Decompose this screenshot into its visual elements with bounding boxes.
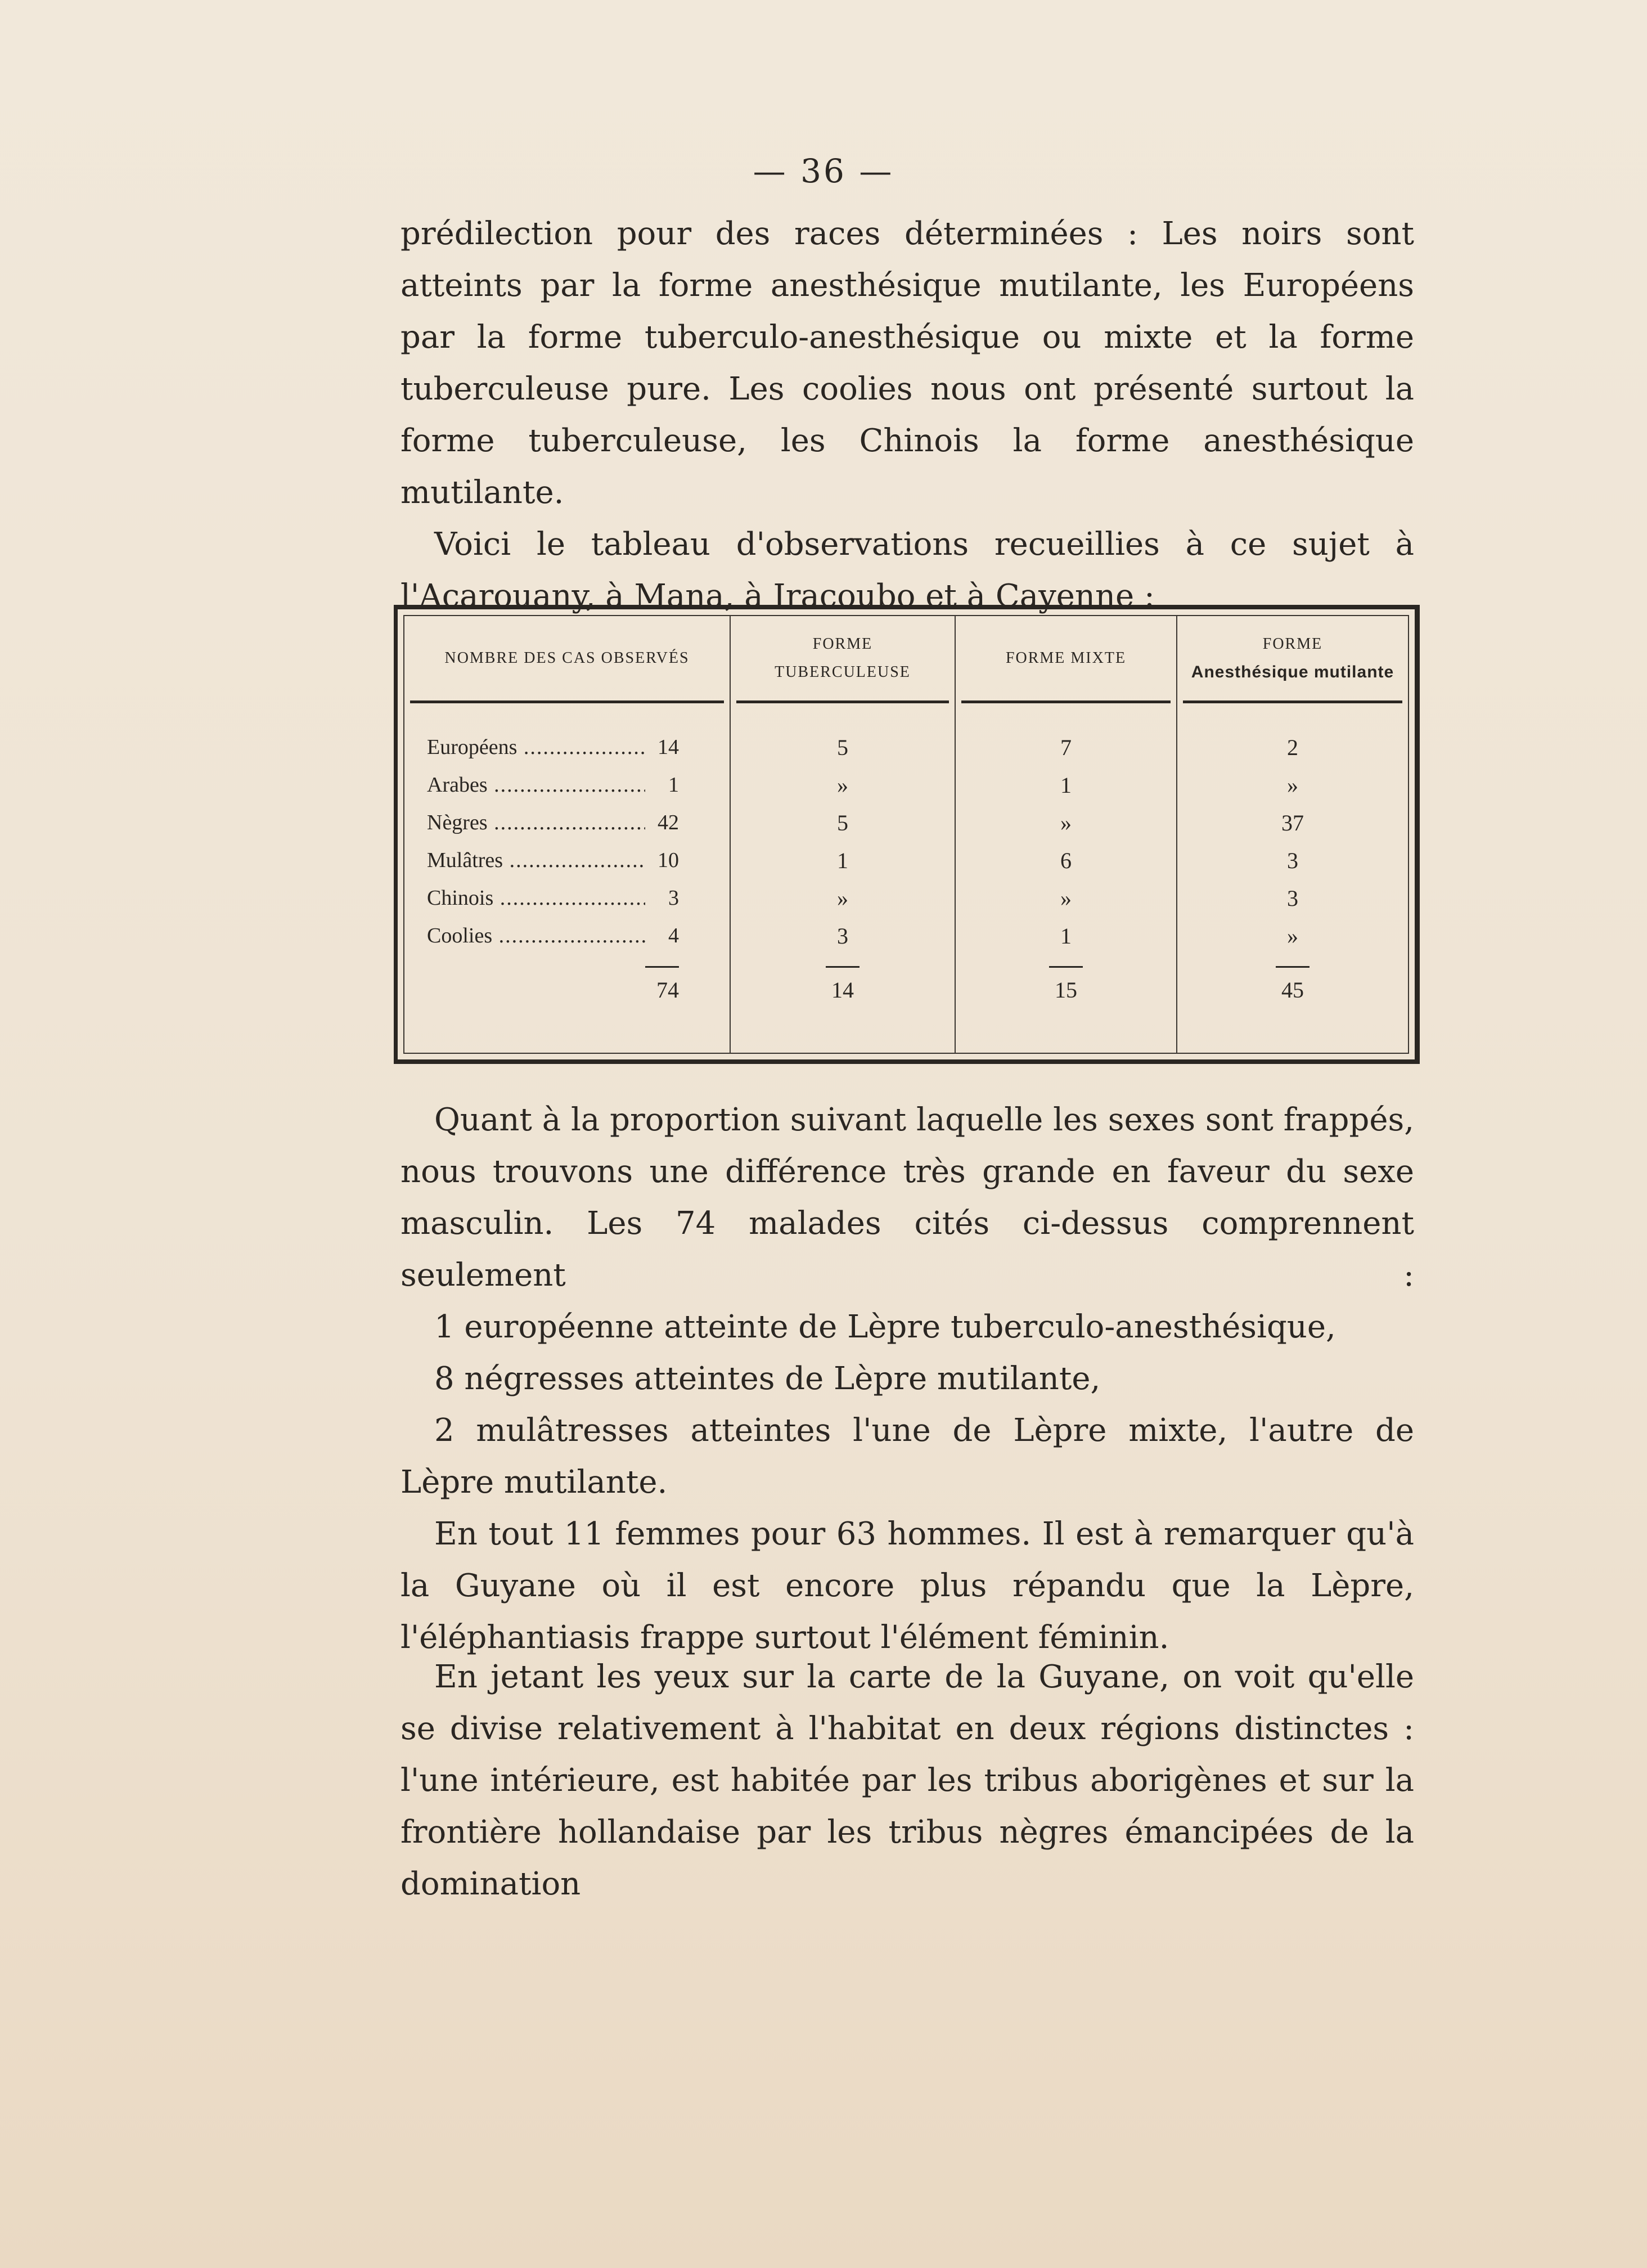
header-rule <box>1183 700 1402 703</box>
table-cell: » <box>1060 810 1072 836</box>
row-label: Coolies ..... <box>427 917 645 955</box>
column-mixte <box>956 616 1177 1053</box>
table-cell: 1 <box>1060 923 1072 949</box>
paragraph-table-intro: Voici le tableau d'observations recueillies à ce sujet à l'Acarouany, à Mana, à Iracoubo et à Cayenne : <box>400 526 1414 614</box>
table-cell: 3 <box>837 923 848 949</box>
row-total: 1 <box>668 773 679 797</box>
row-total: 10 <box>658 848 679 872</box>
table-cell: 1 <box>1060 773 1072 798</box>
table-row <box>404 917 730 955</box>
row-label: Arabes ..... <box>427 766 645 804</box>
header-mixte <box>956 627 1176 689</box>
row-total: 14 <box>658 735 679 759</box>
table-row <box>404 766 730 804</box>
row-total: 4 <box>668 924 679 947</box>
table-cell: » <box>1287 923 1298 949</box>
table-cell: » <box>837 773 848 798</box>
header-anesthesique <box>1177 627 1408 689</box>
text-block-guyane <box>400 1651 1414 1910</box>
table-row <box>404 804 730 842</box>
header-line1: FORME <box>812 635 873 653</box>
paragraph-sexes: Quant à la proportion suivant laquelle les sexes sont frappés, nous trouvons une différence très grande en faveur du sexe masculin. Les 74 malades cités ci-dessus comprennent seulement : <box>400 1102 1414 1294</box>
table-cell: 3 <box>1287 886 1298 911</box>
column-total: 15 <box>1055 977 1077 1003</box>
table-cell: 6 <box>1060 848 1072 873</box>
table-cell: » <box>1060 886 1072 911</box>
column-cases <box>404 616 731 1053</box>
row-label: Nègres ..... <box>427 804 645 842</box>
tuberculeuse-cells <box>731 729 955 1013</box>
table-cell: 1 <box>837 848 848 873</box>
header-line1: FORME MIXTE <box>1005 649 1127 667</box>
paragraph-total-femmes: En tout 11 femmes pour 63 hommes. Il est à remarquer qu'à la Guyane où il est encore plus répandu que la Lèpre, l'éléphantiasis frappe surtout l'élément féminin. <box>400 1516 1414 1656</box>
header-tuberculeuse <box>731 627 955 689</box>
paragraph-races: prédilection pour des races déterminées : Les noirs sont atteints par la forme anesthésique mutilante, les Européens par la forme tuberculo-anesthésique ou mixte et la forme tuberculeuse pure. Les coolies nous ont présenté surtout la forme tuberculeuse, les Chinois la forme anesthésique mutilante. <box>400 215 1414 511</box>
row-total: 42 <box>658 811 679 834</box>
list-item-mulatresses: 2 mulâtresses atteintes l'une de Lèpre mixte, l'autre de Lèpre mutilante. <box>400 1412 1414 1501</box>
table-cell: 5 <box>837 810 848 836</box>
header-cases-label: NOMBRE DES CAS OBSERVÉS <box>444 649 690 667</box>
column-total: 14 <box>831 977 854 1003</box>
row-label: Européens ..... <box>427 729 645 766</box>
table-cell: » <box>837 886 848 911</box>
table-row <box>404 729 730 766</box>
table-cell: » <box>1287 773 1298 798</box>
column-anesthesique <box>1177 616 1408 1053</box>
header-line2: Anesthésique mutilante <box>1191 663 1394 681</box>
paragraph-guyane: En jetant les yeux sur la carte de la Guyane, on voit qu'elle se divise relativement à l'habitat en deux régions distinctes : l'une intérieure, est habitée par les tribus aborigènes et sur la frontière hollandaise par les tribus nègres émancipées de la domination <box>400 1659 1414 1902</box>
table-row <box>404 842 730 879</box>
column-tuberculeuse <box>731 616 956 1053</box>
cases-cells <box>404 729 730 1013</box>
row-total: 3 <box>668 886 679 910</box>
table-cell: 3 <box>1287 848 1298 873</box>
table-inner-border <box>403 615 1409 1054</box>
column-total: 45 <box>1281 977 1304 1003</box>
observations-table <box>394 605 1420 1064</box>
row-label: Chinois ..... <box>427 879 645 917</box>
anesthesique-cells <box>1177 729 1408 1013</box>
list-item-negresses: 8 négresses atteintes de Lèpre mutilante, <box>434 1360 1101 1397</box>
header-line1: FORME <box>1262 635 1323 653</box>
table-cell: 2 <box>1287 735 1298 760</box>
header-cases <box>404 627 730 689</box>
list-item-europeenne: 1 européenne atteinte de Lèpre tuberculo-anesthésique, <box>434 1309 1336 1345</box>
header-rule <box>961 700 1171 703</box>
mixte-cells <box>956 729 1176 1013</box>
table-cell: 5 <box>837 735 848 760</box>
table-cell: 7 <box>1060 735 1072 760</box>
header-rule <box>736 700 949 703</box>
header-rule <box>410 700 724 703</box>
row-label: Mulâtres ..... <box>427 842 645 879</box>
page-number: — 36 — <box>753 152 894 190</box>
grand-total: 74 <box>656 977 679 1003</box>
header-line2: TUBERCULEUSE <box>775 663 911 681</box>
text-block-sexes <box>400 1094 1414 1664</box>
table-row <box>404 879 730 917</box>
text-block-intro <box>400 208 1414 622</box>
table-cell: 37 <box>1281 810 1304 836</box>
